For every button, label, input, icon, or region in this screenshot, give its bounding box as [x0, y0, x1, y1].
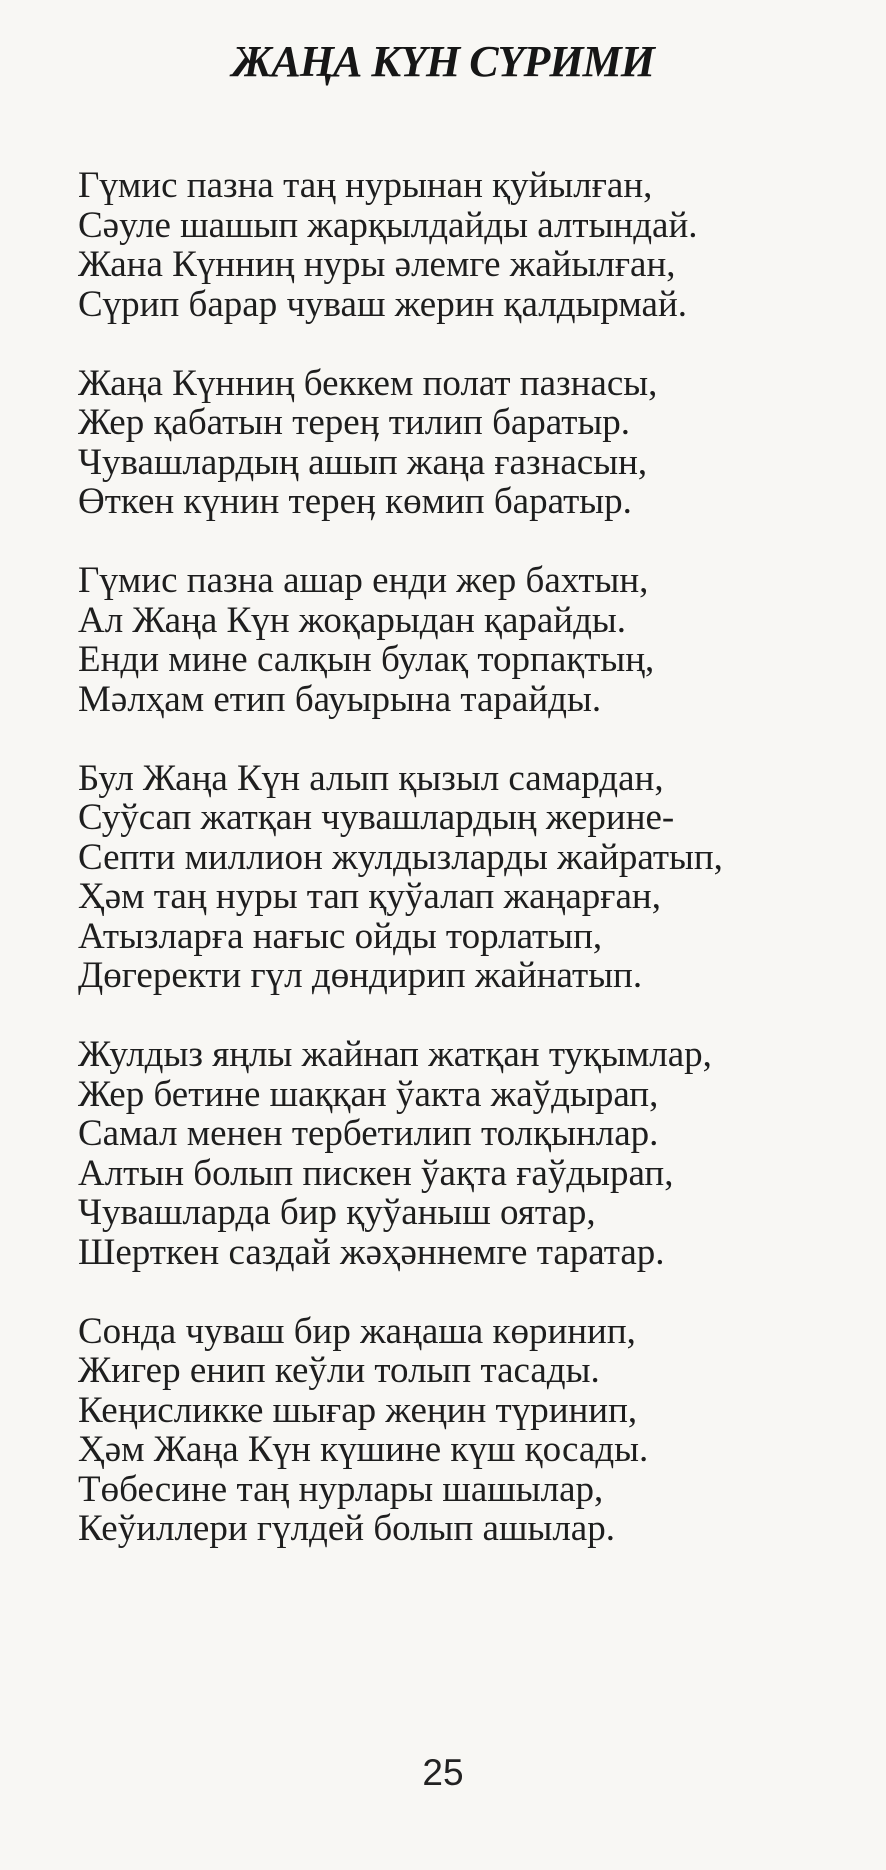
poem-line: Ал Жаңа Күн жоқарыдан қарайды.: [78, 599, 627, 641]
poem-line: Жаңа Күнниң беккем полат пазнасы,: [78, 362, 658, 404]
poem-line: Жер бетине шаққан ўакта жаўдырап,: [78, 1073, 659, 1115]
poem-line: Кеңисликке шығар жеңин түринип,: [78, 1389, 638, 1431]
poem-line: Самал менен тербетилип толқынлар.: [78, 1113, 659, 1154]
poem-line: Ҳәм Жаңа Күн күшине күш қосады.: [78, 1429, 649, 1470]
poem-line: Енди мине салқын булақ торпақтың,: [78, 639, 655, 680]
poem-line: Жулдыз яңлы жайнап жатқан туқымлар,: [78, 1034, 712, 1075]
poem-line: Жана Күнниң нуры әлемге жайылған,: [78, 244, 676, 285]
stanza: [78, 759, 878, 996]
poem-line: Бул Жаңа Күн алып қызыл самардан,: [78, 757, 664, 799]
poem-line: Кеўиллери гүлдей болып ашылар.: [78, 1508, 615, 1549]
poem-line: Сонда чуваш бир жаңаша көринип,: [78, 1310, 636, 1352]
poem-line: Төбесине таң нурлары шашылар,: [78, 1468, 604, 1510]
poem-line: Гүмис пазна таң нурынан қуйылған,: [78, 165, 653, 206]
poem-line: Мәлҳам етип бауырына тарайды.: [78, 678, 602, 720]
stanza: [78, 364, 878, 522]
poem-line: Өткен күнин тереӊ көмип баратыр.: [78, 481, 632, 522]
stanza: [78, 166, 878, 324]
poem-line: Сүрип барар чуваш жерин қалдырмай.: [78, 283, 688, 325]
poem-line: Септи миллион жулдызларды жайратып,: [78, 836, 723, 878]
poem-line: Ҳәм таң нуры тап қуўалап жаңарған,: [78, 876, 661, 917]
poem-line: Дөгеректи гүл дөндирип жайнатып.: [78, 955, 643, 996]
poem-line: Чувашлардың ашып жаңа ғазнасын,: [78, 441, 648, 483]
poem-line: Гүмис пазна ашар енди жер бахтын,: [78, 560, 649, 601]
poem-line: Атызларға нағыс ойды торлатып,: [78, 915, 603, 957]
page-number: 25: [422, 1752, 464, 1793]
poem-line: Шерткен саздай жәҳәннемге таратар.: [78, 1231, 665, 1273]
poem-line: Сәуле шашып жарқылдайды алтындай.: [78, 204, 698, 246]
poem-line: Суўсап жатқан чувашлардың жерине-: [78, 797, 675, 838]
stanza: [78, 1035, 878, 1272]
poem-line: Жер қабатын тереӊ тилип баратыр.: [78, 402, 631, 443]
poem-title: ЖАҢА КҮН СҮРИМИ: [232, 37, 654, 86]
poem-line: Жигер енип кеўли толып тасады.: [78, 1350, 600, 1391]
stanza: [78, 561, 878, 719]
poem-body: [78, 166, 878, 1549]
poem-line: Алтын болып пискен ўақта ғаўдырап,: [78, 1152, 674, 1194]
stanza: [78, 1312, 878, 1549]
poem-line: Чувашларда бир қуўаныш оятар,: [78, 1192, 596, 1233]
